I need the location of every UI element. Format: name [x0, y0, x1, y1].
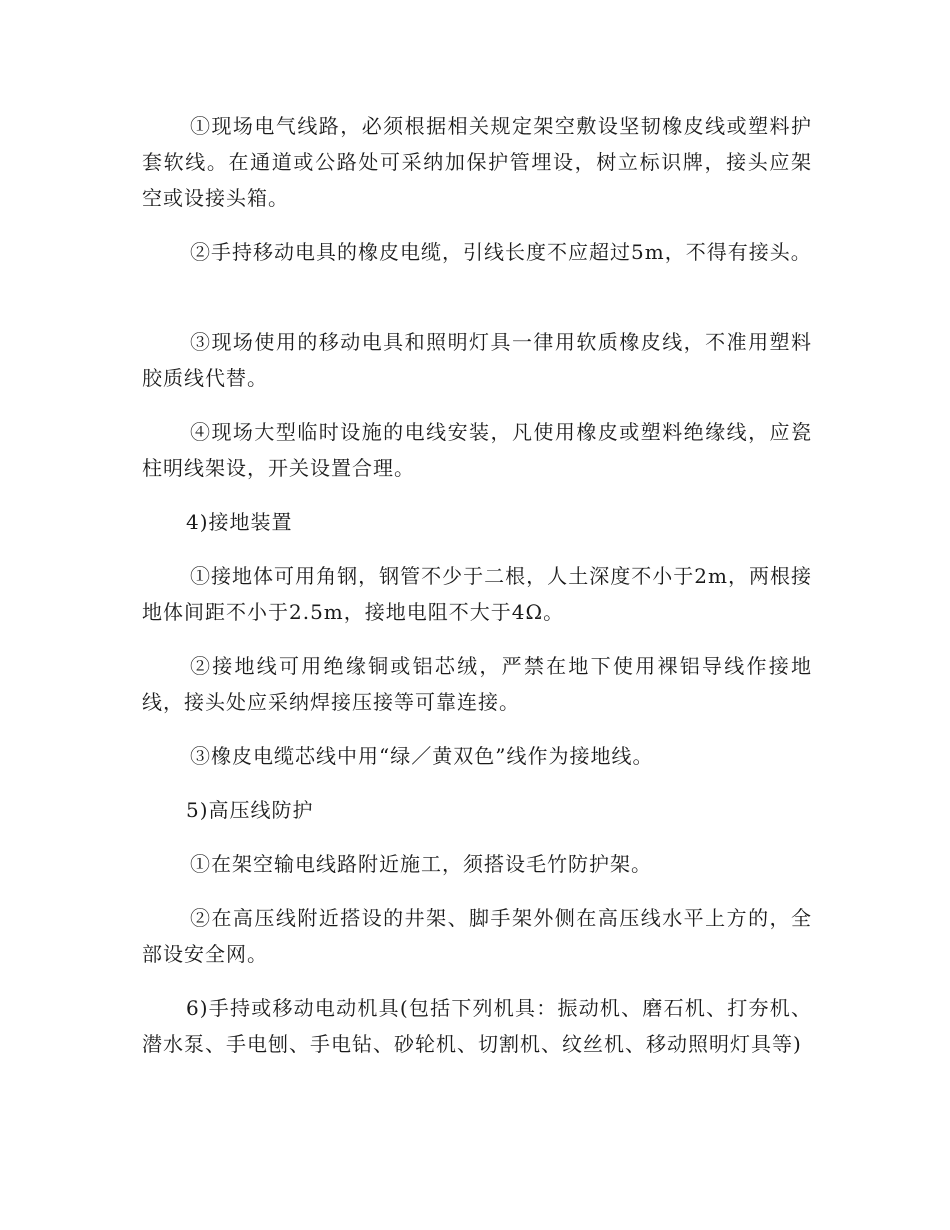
paragraph-ground-wire: ②接地线可用绝缘铜或铝芯绒，严禁在地下使用裸铝导线作接地线，接头处应采纳焊接压接等可靠连接。: [142, 654, 812, 714]
paragraph-temporary-facilities: ④现场大型临时设施的电线安装，凡使用橡皮或塑料绝缘线，应瓷柱明线架设，开关设置合理。: [142, 420, 812, 480]
paragraph-ground-electrode: ①接地体可用角钢，钢管不少于二根，人土深度不小于2m，两根接地体间距不小于2.5m，接地电阻不大于4Ω。: [142, 564, 812, 624]
section-heading-high-voltage: 5)高压线防护: [186, 798, 314, 822]
section-heading-grounding: 4)接地装置: [186, 510, 293, 534]
paragraph-portable-cable: ②手持移动电具的橡皮电缆，引线长度不应超过5m，不得有接头。: [190, 240, 812, 264]
paragraph-lighting-wire: ③现场使用的移动电具和照明灯具一律用软质橡皮线，不准用塑料胶质线代替。: [142, 330, 812, 390]
section-heading-power-tools: 6)手持或移动电动机具(包括下列机具：振动机、磨石机、打夯机、潜水泵、手电刨、手电钻、砂轮机、切割机、纹丝机、移动照明灯具等): [142, 996, 812, 1056]
paragraph-safety-net: ②在高压线附近搭设的井架、脚手架外侧在高压线水平上方的，全部设安全网。: [142, 906, 812, 966]
paragraph-protective-frame: ①在架空输电线路附近施工，须搭设毛竹防护架。: [190, 852, 652, 876]
paragraph-wiring-overhead: ①现场电气线路，必须根据相关规定架空敷设坚韧橡皮线或塑料护套软线。在通道或公路处可采纳加保护管埋设，树立标识牌，接头应架空或设接头箱。: [142, 114, 812, 210]
paragraph-cable-core: ③橡皮电缆芯线中用“绿／黄双色”线作为接地线。: [190, 744, 654, 768]
